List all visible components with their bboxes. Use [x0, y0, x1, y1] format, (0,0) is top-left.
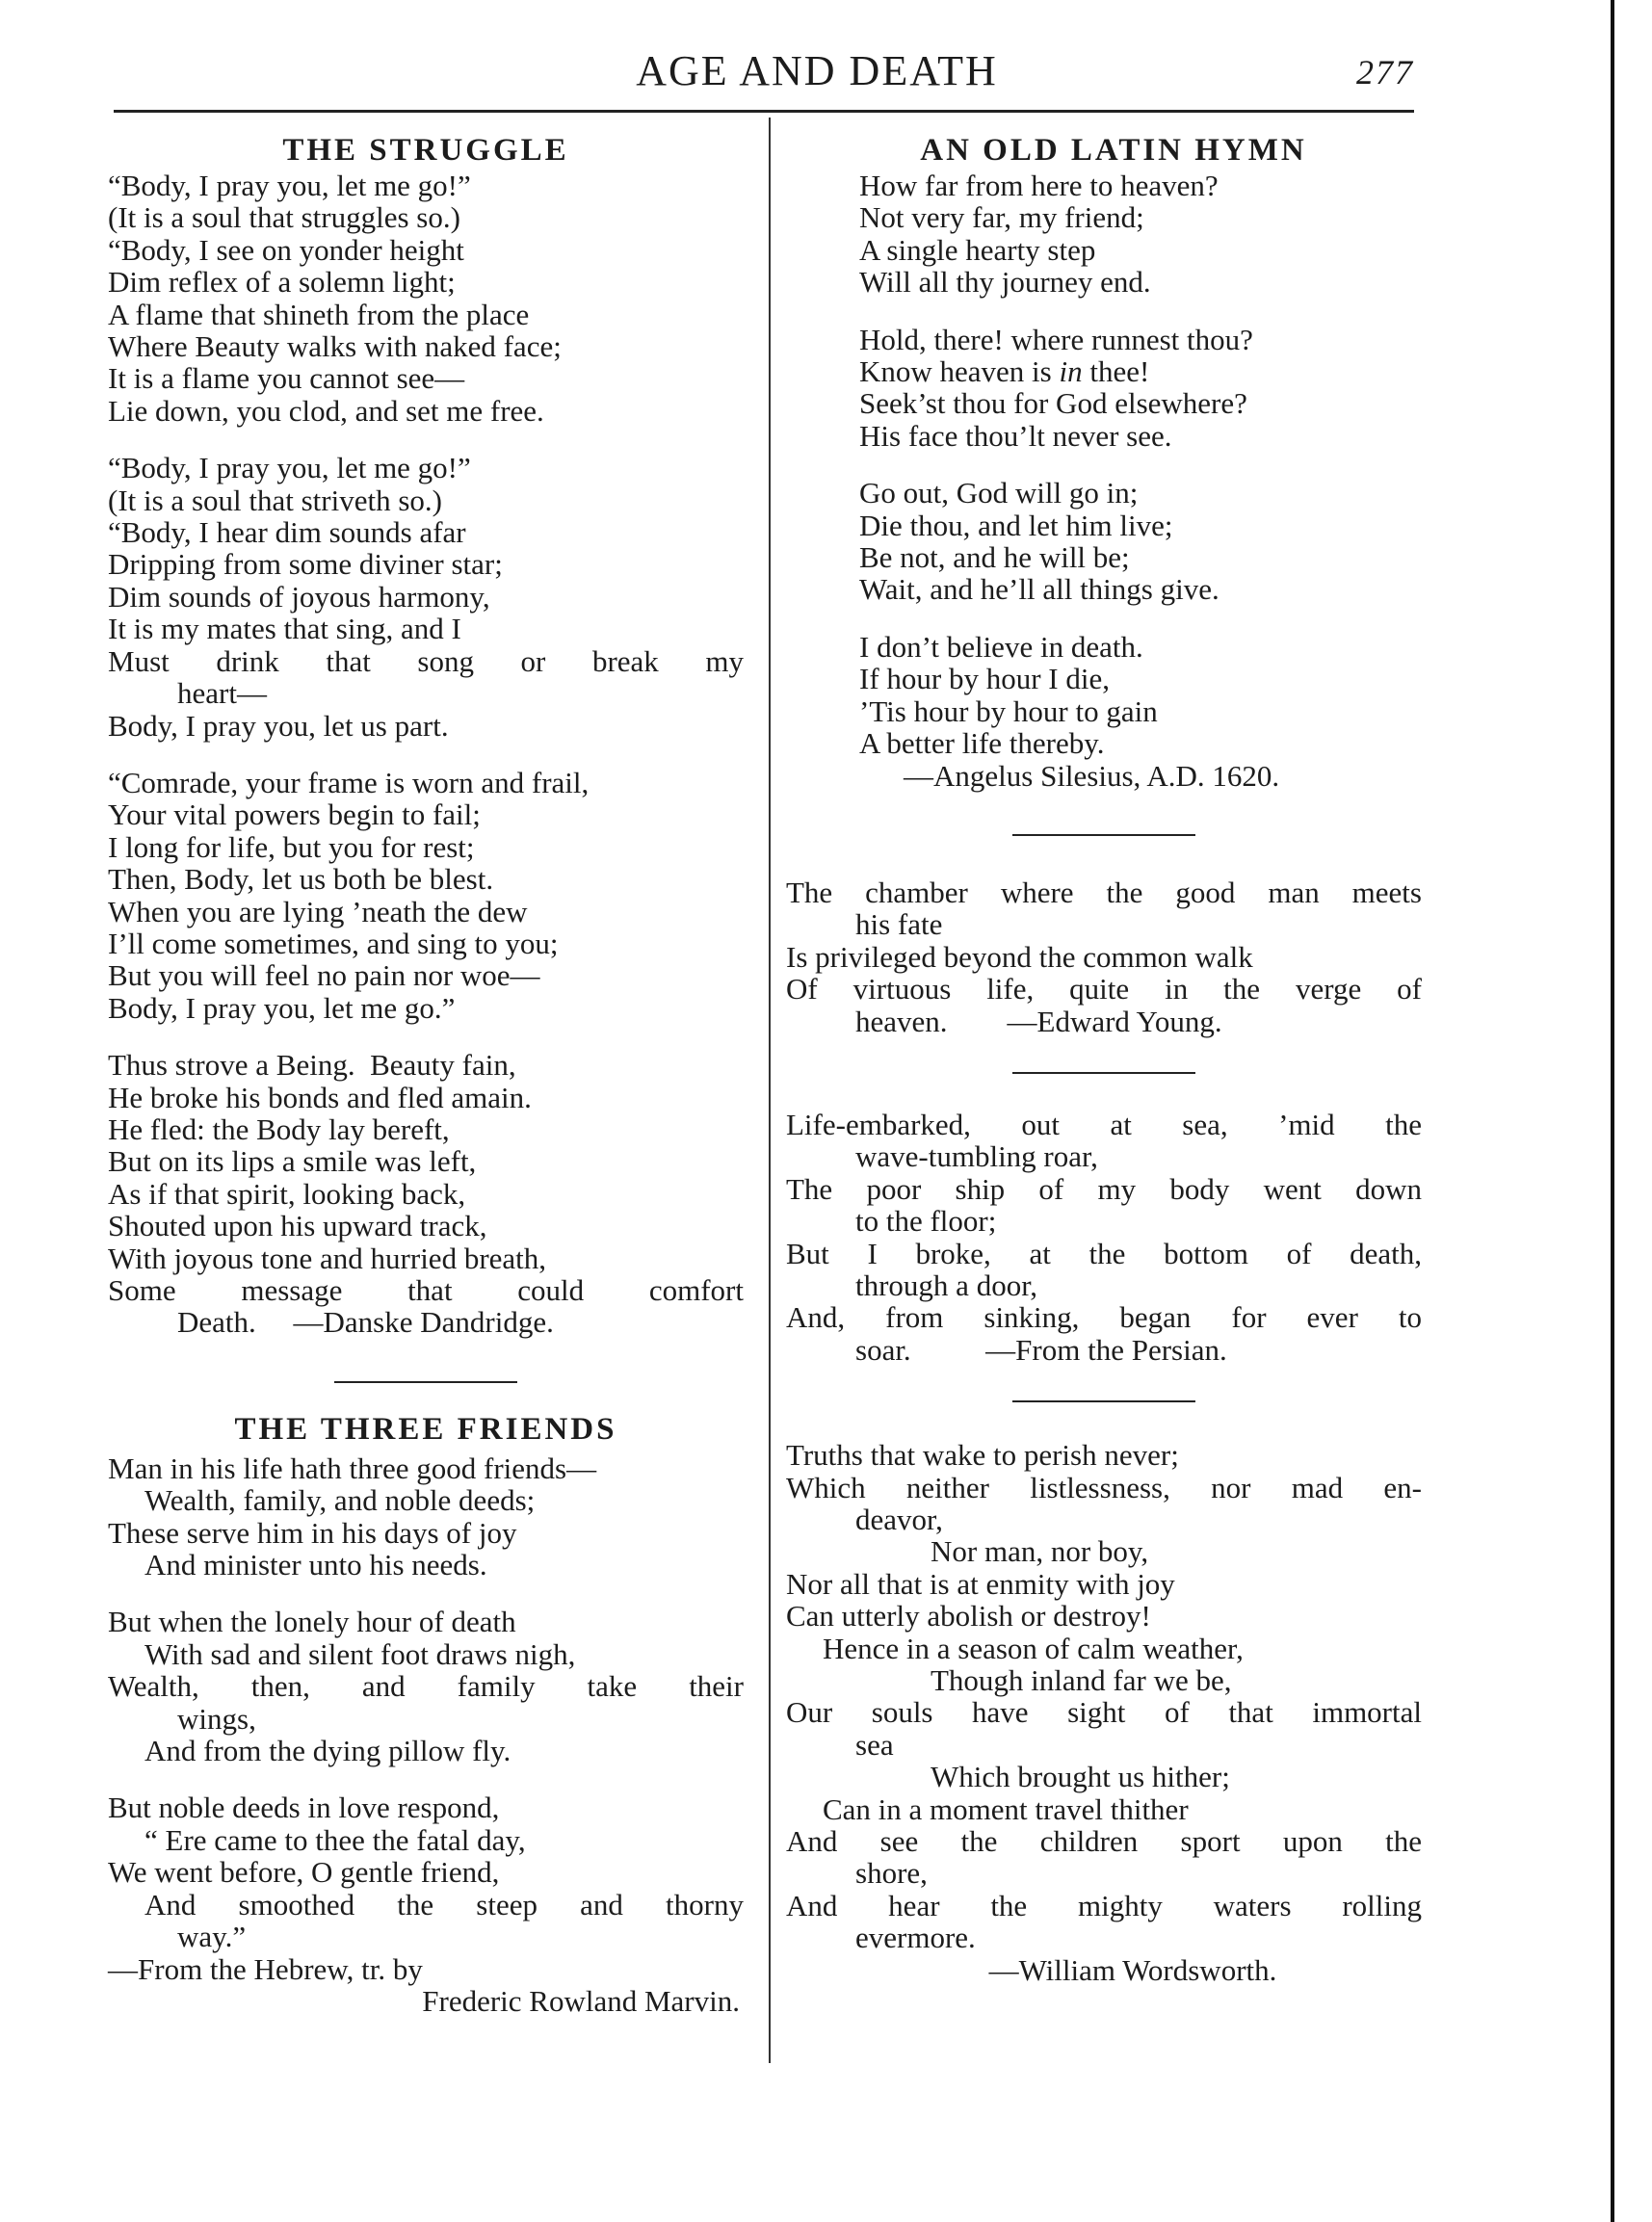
verse-line: And hear the mighty waters rolling [786, 1888, 1422, 1922]
poem-title-the-struggle: THE STRUGGLE [282, 133, 569, 168]
verse-line: Can utterly abolish or destroy! [786, 1599, 1151, 1634]
verse-line: Wealth, then, and family take their [108, 1669, 744, 1704]
verse-line: Which neither listlessness, nor mad en- [786, 1470, 1422, 1504]
verse-line: It is a flame you cannot see— [108, 361, 465, 396]
verse-line: ’Tis hour by hour to gain [859, 693, 1158, 728]
right-column [786, 131, 1422, 1986]
verse-line: It is my mates that sing, and I [108, 612, 461, 646]
verse-line: “Body, I pray you, let me go!” [108, 169, 471, 202]
verse-line: Truths that wake to perish never; [786, 1438, 1179, 1473]
verse-line: Can in a moment travel thither [823, 1791, 1189, 1826]
header-rule [114, 110, 1414, 113]
section-separator [1012, 1072, 1195, 1074]
verse-line-continued: shore, [855, 1856, 928, 1891]
verse-line: Body, I pray you, let us part. [108, 708, 449, 743]
verse-line: Not very far, my friend; [859, 200, 1144, 235]
author-credit: —William Wordsworth. [988, 1952, 1277, 1987]
verse-line: Lie down, you clod, and set me free. [108, 393, 544, 428]
verse-line: But noble deeds in love respond, [108, 1791, 500, 1825]
running-head: AGE AND DEATH [636, 47, 998, 94]
verse-line: Thus strove a Being. Beauty fain, [108, 1048, 516, 1083]
author-credit: Death. —Danske Dandridge. [177, 1305, 554, 1340]
verse-line: Die thou, and let him live; [859, 508, 1173, 542]
stanza [786, 631, 1422, 792]
verse-line: Will all thy journey end. [859, 265, 1151, 300]
author-credit: Frederic Rowland Marvin. [422, 1983, 740, 2018]
verse-line: Your vital powers begin to fail; [108, 797, 481, 832]
verse-text: thee! [1082, 354, 1150, 389]
verse-line: Body, I pray you, let me go.” [108, 990, 456, 1025]
stanza [108, 1049, 744, 1339]
verse-line: If hour by hour I die, [859, 662, 1110, 696]
verse-line: But I broke, at the bottom of death, [786, 1236, 1422, 1270]
section-separator [1012, 1400, 1195, 1402]
verse-line: Wait, and he’ll all things give. [859, 572, 1219, 607]
verse-line-continued: way.” [177, 1920, 247, 1954]
verse-line: His face thou’lt never see. [859, 418, 1172, 453]
page-edge-bar [1611, 0, 1614, 2222]
verse-line-continued: his fate [855, 907, 943, 942]
poem-title-an-old-latin-hymn: AN OLD LATIN HYMN [920, 133, 1307, 168]
stanza [786, 324, 1422, 453]
section-separator [334, 1381, 517, 1383]
verse-line: A better life thereby. [859, 726, 1105, 761]
verse-line: And smoothed the steep and thorny [144, 1887, 744, 1921]
column-divider [769, 118, 771, 2063]
verse-line: Some message that could comfort [108, 1273, 744, 1307]
verse-line: Then, Body, let us both be blest. [108, 862, 494, 897]
verse-line: A flame that shineth from the place [108, 297, 530, 331]
verse-line-continued: wave-tumbling roar, [855, 1139, 1098, 1174]
verse-line: And minister unto his needs. [144, 1548, 487, 1582]
verse-line: I’ll come sometimes, and sing to you; [108, 926, 559, 960]
verse-line: But on its lips a smile was left, [108, 1144, 477, 1179]
verse-line-continued: deavor, [855, 1503, 943, 1536]
verse-line: Nor all that is at enmity with joy [786, 1566, 1175, 1601]
verse-line: With sad and silent foot draws nigh, [144, 1636, 576, 1671]
verse-line: Man in his life hath three good friends— [108, 1451, 597, 1485]
stanza [108, 1452, 744, 1582]
verse-line-continued: sea [855, 1727, 894, 1762]
stanza [108, 452, 744, 742]
verse-line: Which brought us hither; [931, 1760, 1230, 1794]
stanza [786, 477, 1422, 606]
verse-line: (It is a soul that struggles so.) [108, 200, 460, 235]
verse-line: With joyous tone and hurried breath, [108, 1241, 547, 1275]
stanza [108, 170, 744, 427]
verse-line: We went before, O gentle friend, [108, 1855, 500, 1890]
section-separator [1012, 834, 1195, 836]
left-column [108, 131, 744, 2017]
verse-line: He fled: the Body lay bereft, [108, 1111, 450, 1146]
verse-line: “Body, I see on yonder height [108, 232, 464, 267]
verse-line: Wealth, family, and noble deeds; [144, 1483, 536, 1518]
verse-line: Go out, God will go in; [859, 476, 1139, 510]
verse-line: Is privileged beyond the common walk [786, 939, 1253, 974]
verse-line: Hold, there! where runnest thou? [859, 322, 1253, 356]
verse-line: Dripping from some diviner star; [108, 547, 503, 582]
verse-line: Shouted upon his upward track, [108, 1209, 487, 1243]
verse-line: I long for life, but you for rest; [108, 829, 475, 864]
verse-line: Where Beauty walks with naked face; [108, 329, 562, 364]
verse-line: But you will feel no pain nor woe— [108, 958, 540, 993]
verse-line: Must drink that song or break my [108, 643, 744, 678]
stanza [108, 1606, 744, 1766]
author-credit: —Angelus Silesius, A.D. 1620. [904, 758, 1280, 793]
verse-line: A single hearty step [859, 232, 1096, 267]
quotation-persian [786, 1109, 1422, 1366]
verse-line: Hence in a season of calm weather, [823, 1631, 1244, 1665]
verse-line: And from the dying pillow fly. [144, 1734, 511, 1768]
quotation-wordsworth [786, 1439, 1422, 1986]
verse-line: These serve him in his days of joy [108, 1515, 517, 1550]
verse-line: The poor ship of my body went down [786, 1171, 1422, 1206]
verse-line: Seek’st thou for God elsewhere? [859, 386, 1247, 421]
verse-line: But when the lonely hour of death [108, 1605, 516, 1639]
verse-line-continued: wings, [177, 1701, 256, 1736]
verse-line-continued: to the floor; [855, 1204, 997, 1239]
verse-line: How far from here to heaven? [859, 169, 1219, 202]
author-credit: soar. —From the Persian. [855, 1332, 1227, 1367]
verse-line: “Body, I hear dim sounds afar [108, 515, 466, 550]
stanza [786, 170, 1422, 299]
verse-line: When you are lying ’neath the dew [108, 894, 528, 928]
verse-line: Life-embarked, out at sea, ’mid the [786, 1107, 1422, 1141]
quotation-young [786, 876, 1422, 1037]
verse-line: Dim sounds of joyous harmony, [108, 579, 490, 614]
verse-text: Know heaven is [859, 354, 1060, 389]
verse-line: As if that spirit, looking back, [108, 1176, 466, 1211]
verse-line-continued: heart— [177, 676, 267, 711]
verse-line-continued: through a door, [855, 1268, 1038, 1302]
verse-line: And see the children sport upon the [786, 1824, 1422, 1859]
verse-line: And, from sinking, began for ever to [786, 1300, 1422, 1335]
stanza [108, 1791, 744, 2017]
author-credit: heaven. —Edward Young. [855, 1004, 1222, 1038]
poem-title-the-three-friends: THE THREE FRIENDS [234, 1411, 617, 1447]
verse-line: Of virtuous life, quite in the verge of [786, 972, 1422, 1006]
verse-line: I don’t believe in death. [859, 629, 1143, 664]
stanza [108, 767, 744, 1024]
verse-line: Be not, and he will be; [859, 540, 1130, 575]
verse-line: Dim reflex of a solemn light; [108, 265, 456, 300]
verse-line-continued: evermore. [855, 1921, 976, 1955]
emphasis-text: in [1059, 354, 1083, 389]
source-credit: —From the Hebrew, tr. by [108, 1951, 423, 1986]
verse-line: He broke his bonds and fled amain. [108, 1080, 532, 1114]
verse-line: Our souls have sight of that immortal [786, 1695, 1422, 1730]
verse-line: Though inland far we be, [931, 1663, 1232, 1698]
verse-line: The chamber where the good man meets [786, 875, 1422, 909]
verse-line: “ Ere came to thee the fatal day, [144, 1822, 526, 1857]
verse-line: Nor man, nor boy, [931, 1534, 1149, 1569]
page-header [114, 39, 1414, 116]
verse-line: “Body, I pray you, let me go!” [108, 451, 471, 485]
verse-line: “Comrade, your frame is worn and frail, [108, 765, 590, 799]
page-number: 277 [1356, 53, 1414, 91]
verse-line: (It is a soul that striveth so.) [108, 483, 442, 517]
verse-line [859, 355, 1422, 387]
